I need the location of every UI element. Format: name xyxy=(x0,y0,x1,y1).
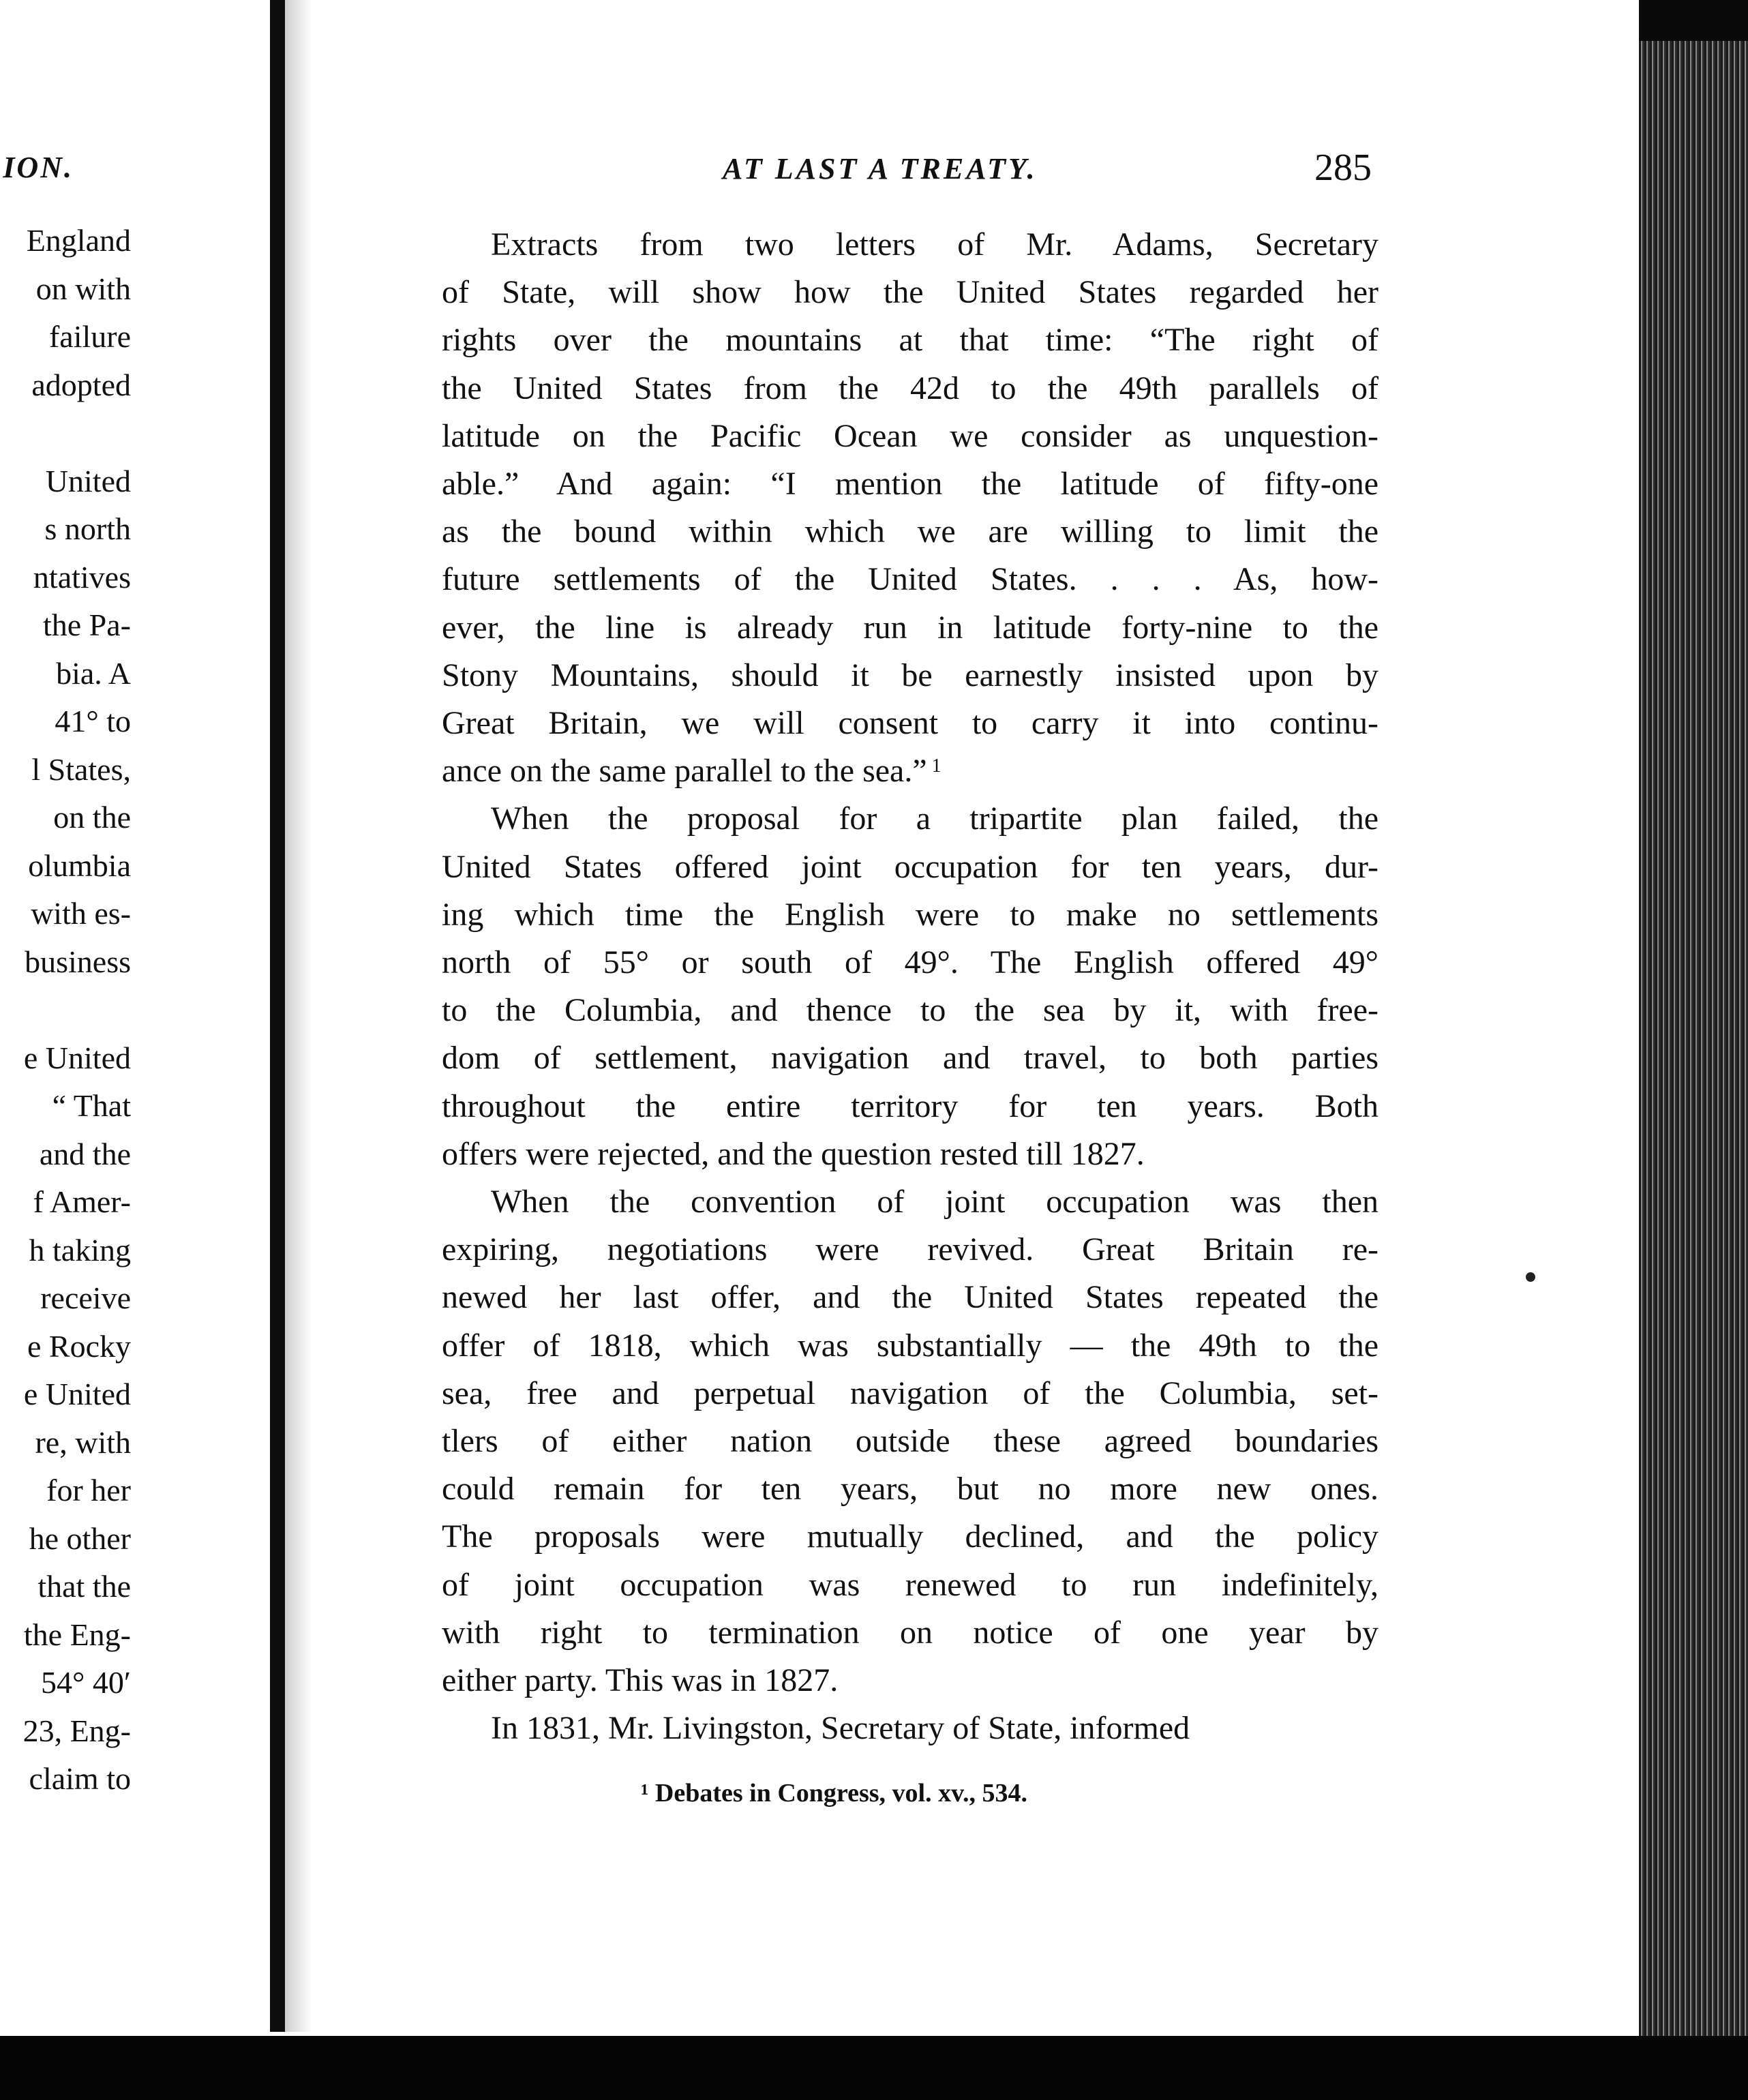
left-line-fragment: 41° to xyxy=(55,704,131,738)
left-line-fragment: England xyxy=(26,223,131,258)
book-fore-edge-top xyxy=(1639,0,1748,41)
gutter-shadow xyxy=(285,0,312,2032)
left-line-fragment: he other xyxy=(29,1520,131,1556)
text-line: able.” And again: “I mention the latitude of fifty-one xyxy=(442,466,1378,502)
text-line: could remain for ten years, but no more new ones. xyxy=(442,1471,1378,1508)
left-line-fragment: with es- xyxy=(31,896,131,931)
text-line: the United States from the 42d to the 49th parallels of xyxy=(442,370,1378,406)
text-line: expiring, negotiations were revived. Great Britain re- xyxy=(442,1231,1378,1268)
text-line: offers were rejected, and the question rested till 1827. xyxy=(442,1135,1145,1172)
left-line-fragment: the Eng- xyxy=(23,1617,131,1652)
left-page-fragment xyxy=(0,136,136,1841)
left-line-fragment: failure xyxy=(48,319,131,354)
scan-bottom-border xyxy=(0,2036,1748,2100)
page-number: 285 xyxy=(1314,147,1372,189)
left-running-head: ION. xyxy=(3,151,74,184)
paragraph xyxy=(442,1705,1378,1752)
left-line-fragment: e United xyxy=(23,1040,131,1075)
footnote-marker: 1 xyxy=(926,755,941,777)
left-line-fragment: United xyxy=(45,463,131,498)
left-line-fragment: bia. A xyxy=(56,655,131,691)
left-line-fragment: on with xyxy=(35,271,131,306)
text-line: tlers of either nation outside these agreed boundaries xyxy=(442,1423,1378,1460)
left-line-fragment: f Amer- xyxy=(33,1184,131,1219)
text-line: sea, free and perpetual navigation of the Columbia, set- xyxy=(442,1375,1378,1411)
text-line: Stony Mountains, should it be earnestly insisted upon by xyxy=(442,657,1378,693)
text-line: with right to termination on notice of one year by xyxy=(442,1614,1378,1651)
text-line: north of 55° or south of 49°. The English offered 49° xyxy=(442,944,1378,981)
left-line-fragment: the Pa- xyxy=(42,608,131,642)
paragraph xyxy=(442,795,1378,1178)
book-fore-edge xyxy=(1639,0,1748,2100)
left-line-fragment xyxy=(23,409,131,457)
left-line-fragment: adopted xyxy=(31,367,131,402)
text-line: offer of 1818, which was substantially — the 49th to the xyxy=(442,1327,1378,1364)
left-line-fragment: re, with xyxy=(35,1424,131,1460)
text-line: dom of settlement, navigation and travel, to both parties xyxy=(442,1040,1378,1077)
text-line: to the Columbia, and thence to the sea by it, with free- xyxy=(442,992,1378,1029)
left-page-lines xyxy=(23,217,131,1803)
text-line: either party. This was in 1827. xyxy=(442,1662,839,1699)
footnote: ¹ Debates in Congress, vol. xv., 534. xyxy=(641,1779,1027,1807)
text-line: of State, will show how the United States regarded her xyxy=(442,274,1378,311)
body-text xyxy=(442,221,1378,1753)
left-line-fragment: business xyxy=(25,944,131,979)
text-line: When the convention of joint occupation was then xyxy=(491,1184,1378,1220)
text-line: newed her last offer, and the United States repeated the xyxy=(442,1279,1378,1316)
left-line-fragment: l States, xyxy=(31,751,131,787)
left-line-fragment: olumbia xyxy=(28,847,131,883)
left-line-fragment: 23, Eng- xyxy=(22,1713,131,1748)
left-line-fragment: “ That xyxy=(52,1088,131,1123)
page-speck xyxy=(1526,1272,1535,1282)
text-line: United States offered joint occupation for ten years, dur- xyxy=(442,848,1378,885)
left-line-fragment: 54° 40′ xyxy=(41,1665,131,1700)
left-line-fragment: e Rocky xyxy=(27,1328,131,1364)
left-line-fragment: receive xyxy=(40,1280,131,1315)
left-line-fragment: s north xyxy=(44,511,131,546)
left-line-fragment: and the xyxy=(39,1136,131,1171)
left-line-fragment: claim to xyxy=(29,1761,131,1796)
text-line: of joint occupation was renewed to run indefinitely, xyxy=(442,1566,1378,1603)
paragraph xyxy=(442,1178,1378,1705)
left-line-fragment: e United xyxy=(23,1377,131,1411)
text-line: The proposals were mutually declined, and the policy xyxy=(442,1518,1378,1555)
text-line: latitude on the Pacific Ocean we consider as unquestion- xyxy=(442,417,1378,454)
paragraph xyxy=(442,221,1378,795)
text-line: rights over the mountains at that time: “The right of xyxy=(442,322,1378,359)
left-line-fragment xyxy=(23,986,131,1034)
book-gutter xyxy=(270,0,285,2032)
text-line: ance on the same parallel to the sea.” $^1$ xyxy=(442,753,941,790)
running-head: AT LAST A TREATY. xyxy=(723,152,1038,185)
text-line: Extracts from two letters of Mr. Adams, Secretary xyxy=(491,226,1378,262)
left-line-fragment: ntatives xyxy=(33,559,131,595)
left-line-fragment: on the xyxy=(53,800,131,835)
text-line: In 1831, Mr. Livingston, Secretary of State, informed xyxy=(491,1710,1190,1747)
text-line: as the bound within which we are willing to limit the xyxy=(442,513,1378,550)
text-line: When the proposal for a tripartite plan failed, the xyxy=(491,800,1378,837)
left-line-fragment: for her xyxy=(46,1473,131,1508)
text-line: Great Britain, we will consent to carry it into continu- xyxy=(442,705,1378,742)
text-line: throughout the entire territory for ten years. Both xyxy=(442,1088,1378,1124)
text-line: ever, the line is already run in latitude forty-nine to the xyxy=(442,609,1378,646)
left-line-fragment: h taking xyxy=(29,1232,131,1268)
text-line: future settlements of the United States. . . . As, how- xyxy=(442,561,1378,598)
text-line: ing which time the English were to make no settlements xyxy=(442,896,1378,933)
left-line-fragment: that the xyxy=(37,1569,131,1604)
